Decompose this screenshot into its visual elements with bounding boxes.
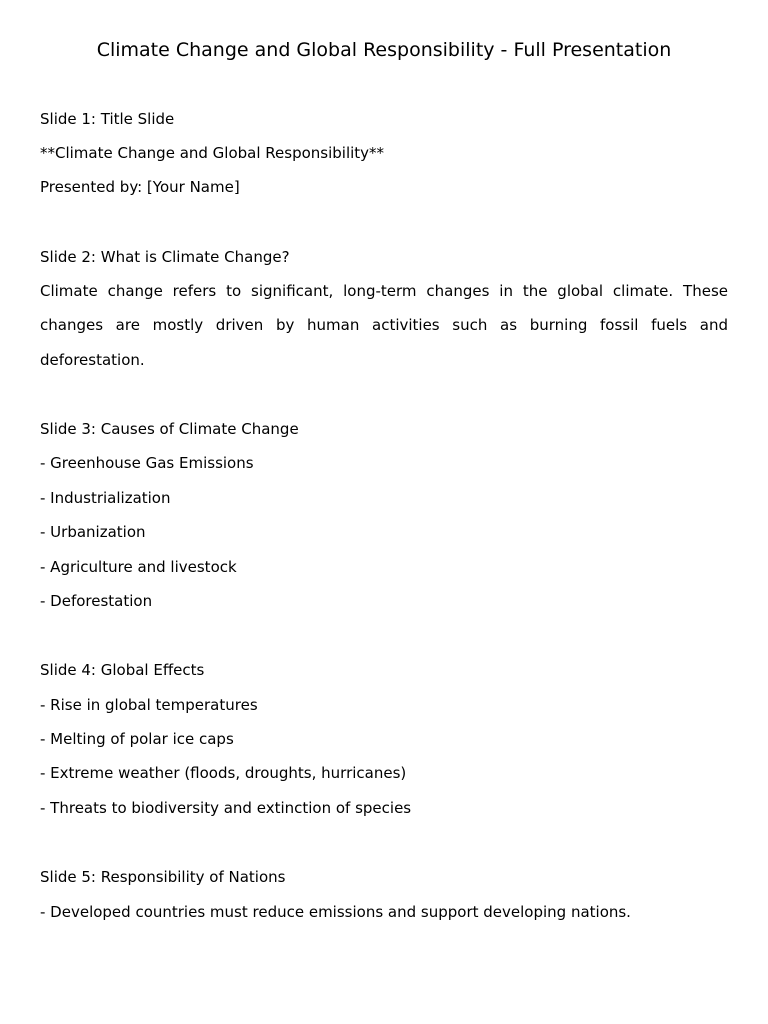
slide4-heading: Slide 4: Global Effects	[40, 661, 205, 679]
slide3-list-item: - Urbanization	[40, 523, 146, 541]
slide4-list-item: - Extreme weather (floods, droughts, hurricanes)	[40, 764, 407, 782]
slide4-list-item: - Melting of polar ice caps	[40, 730, 234, 748]
slide3-list-item: - Deforestation	[40, 592, 153, 610]
slide3-list-item: - Agriculture and livestock	[40, 558, 237, 576]
slide1-heading: Slide 1: Title Slide	[40, 110, 175, 128]
slide4-list-item: - Threats to biodiversity and extinction of species	[40, 799, 412, 817]
slide2-paragraph: Climate change refers to significant, long-term changes in the global climate. These changes are mostly driven by human activities such as burning fossil fuels and deforestation.	[40, 282, 728, 369]
document-title: Climate Change and Global Responsibility - Full Presentation	[96, 39, 672, 61]
slide5-heading: Slide 5: Responsibility of Nations	[40, 868, 286, 886]
slide3-list-item: - Industrialization	[40, 489, 171, 507]
slide4-list-item: - Rise in global temperatures	[40, 696, 258, 714]
slide1-presenter-line: Presented by: [Your Name]	[40, 178, 240, 196]
slide5-list-item: - Developed countries must reduce emissions and support developing nations.	[40, 903, 631, 921]
slide3-heading: Slide 3: Causes of Climate Change	[40, 420, 299, 438]
slide2-heading: Slide 2: What is Climate Change?	[40, 248, 290, 266]
slide1-title-line: **Climate Change and Global Responsibility**	[40, 144, 385, 162]
slide3-list-item: - Greenhouse Gas Emissions	[40, 454, 254, 472]
